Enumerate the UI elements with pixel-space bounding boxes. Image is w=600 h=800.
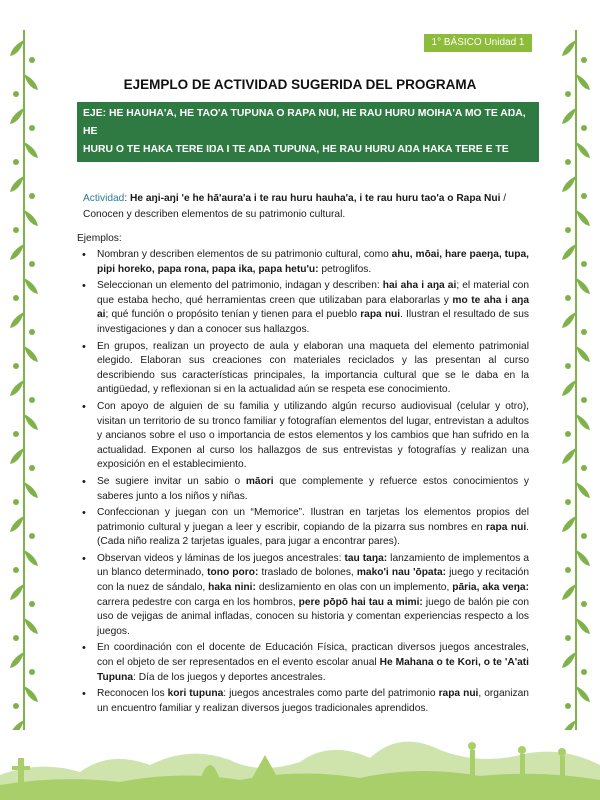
- bold-term: rapa nui: [485, 521, 527, 533]
- item-text: Reconocen los: [97, 688, 168, 700]
- item-text: juego y recitación con la nuez de sándalo,: [97, 567, 530, 594]
- bold-term: rapa nui: [438, 688, 479, 700]
- item-text: Seleccionan un elemento del patrimonio, indagan y describen:: [97, 280, 383, 292]
- examples-list: [77, 248, 529, 718]
- bold-term: hai aha i aŋa ai: [382, 280, 457, 292]
- list-item: [77, 248, 529, 277]
- list-item: [77, 475, 529, 504]
- item-text: . Ilustran el resultado de sus investigaciones y dan a conocer sus hallazgos.: [97, 309, 529, 335]
- bold-term: māori: [245, 475, 274, 487]
- item-text: Confeccionan y juegan con un “Memorice”. Ilustran en tarjetas los elementos propios del patrimonio cultural y juegan a leer y escribir, copiando de la pizarra sus nombres en: [97, 507, 529, 533]
- item-text: , organizan un encuentro familiar y realizan diversos juegos tradicionales aprendidos.: [97, 688, 529, 714]
- bold-term: mo te aha i aŋa ai: [97, 294, 529, 321]
- bold-term: tono poro:: [207, 567, 259, 579]
- bold-term: kori tupuna: [167, 688, 224, 700]
- bold-term: tau taŋa:: [344, 552, 388, 564]
- bold-term: rapa nui: [360, 309, 401, 321]
- item-text: juego de balón pie con uso de vejigas de animal infladas, conocen su historia y comentan experiencias respecto a los juegos.: [97, 596, 529, 637]
- item-text: deslizamiento en olas con un implemento,: [255, 582, 453, 594]
- eje-box: [77, 102, 539, 191]
- list-item: [77, 279, 529, 337]
- bold-term: mako'i nau 'ōpata:: [356, 567, 447, 579]
- list-item: [77, 400, 529, 473]
- activity-subtitle: Conocen y describen elementos de su patrimonio cultural.: [83, 209, 346, 220]
- eje-line: EJE: HE HAUHA'A, HE TAO'A TUPUNA O RAPA NUI, HE RAU HURU MOIHA'A MO TE AŊA, HE: [83, 108, 526, 137]
- item-text: : juegos ancestrales como parte del patrimonio: [223, 688, 439, 700]
- item-text: Observan videos y láminas de los juegos ancestrales:: [97, 552, 345, 564]
- decorative-footer-landscape: [0, 720, 600, 800]
- item-text: Nombran y describen elementos de su patrimonio cultural, como: [97, 249, 392, 260]
- list-item: [77, 687, 529, 716]
- item-text: ; el material con que estaba hecho, qué herramientas creen que utilizaban para elaborarlas y: [97, 280, 529, 306]
- page-title: EJEMPLO DE ACTIVIDAD SUGERIDA DEL PROGRAMA: [123, 77, 477, 92]
- list-item: [77, 340, 529, 398]
- list-item: [77, 641, 529, 685]
- item-text: Se sugiere invitar un sabio o: [97, 475, 246, 487]
- bold-term: He Mahana o te Kori, o te 'A'ati Tupuna: [97, 657, 530, 683]
- activity-title: He aŋi-aŋi 'e he hā'aura'a i te rau huru hauha'a, i te rau huru tao'a o Rapa Nui: [130, 193, 501, 204]
- decorative-right-border: [556, 30, 596, 730]
- decorative-left-border: [4, 30, 44, 730]
- item-text: Con apoyo de alguien de su familia y utilizando algún recurso audiovisual (celular y otro), visitan un territorio de su tronco familiar y fotografían elementos del lugar, entrevistan a adultos y ancianos sobre el uso o importancia de estos elementos y los cambios que han sufrido en la actualidad. Exponen al curso los hallazgos de sus entrevistas y fotografías y realizan una exposición en el establecimiento.: [97, 400, 529, 471]
- item-text: : Día de los juegos y deportes ancestrales.: [133, 671, 326, 683]
- item-text: . (Cada niño realiza 2 tarjetas iguales, para jugar a encontrar pares).: [97, 521, 529, 548]
- item-text: ; qué función o propósito tenían y tienen para el pueblo: [105, 309, 361, 321]
- item-text: que complemente y refuerce estos conocimientos y saberes junto a los niños y niñas.: [97, 475, 529, 502]
- grade-unit-badge: 1° BÁSICO Unidad 1: [424, 34, 532, 52]
- bold-term: haka nini:: [208, 582, 256, 594]
- item-text: En coordinación con el docente de Educación Física, practican diversos juegos ancestrales, con el objeto de ser representados en el evento escolar anual: [97, 642, 529, 669]
- eje-line: HURU O TE HAKA TERE IŊA I TE AŊA TUPUNA, HE RAU HURU AŊA HAKA TERE E TE TUPUNA /: [83, 144, 509, 173]
- eje-line: PATRIMONIO, TECNOLOGÍAS, TÉCNICAS, CIENCIAS Y ARTES ANCESTRALES.: [83, 180, 475, 191]
- item-text: En grupos, realizan un proyecto de aula y elaboran una maqueta del elemento patrimonial elegido. Elaboran sus creaciones con materiales reciclados y las presentan al curso describiendo sus características principales, la importancia cultural que se le daba en la antigüedad, y reflexionan si en la actualidad aún se respeta ese conocimiento.: [97, 340, 529, 396]
- activity-separator: /: [500, 193, 507, 204]
- bold-term: pere pōpō hai tau a mimi:: [298, 596, 423, 608]
- list-item: [77, 506, 529, 550]
- item-text: petroglifos.: [318, 263, 372, 275]
- bold-term: ahu, mōai, hare paeŋa, tupa, pipi horeko, papa rona, papa ika, papa hetu'u:: [97, 249, 529, 275]
- bold-term: pāria, aka veŋa:: [452, 582, 529, 594]
- activity-label: Actividad: [83, 193, 125, 204]
- activity-header: Actividad: He aŋi-aŋi 'e he hā'aura'a i te rau huru hauha'a, i te rau huru tao'a o Rapa Nui / Conocen y describen elementos de su patrimonio cultural.: [83, 193, 507, 220]
- examples-label: Ejemplos:: [77, 233, 122, 244]
- item-text: carrera pedestre con carga en los hombros,: [97, 596, 299, 608]
- item-text: traslado de bolones,: [258, 567, 357, 579]
- list-item: [77, 552, 529, 640]
- item-text: lanzamiento de implementos a un blanco determinado,: [97, 552, 529, 579]
